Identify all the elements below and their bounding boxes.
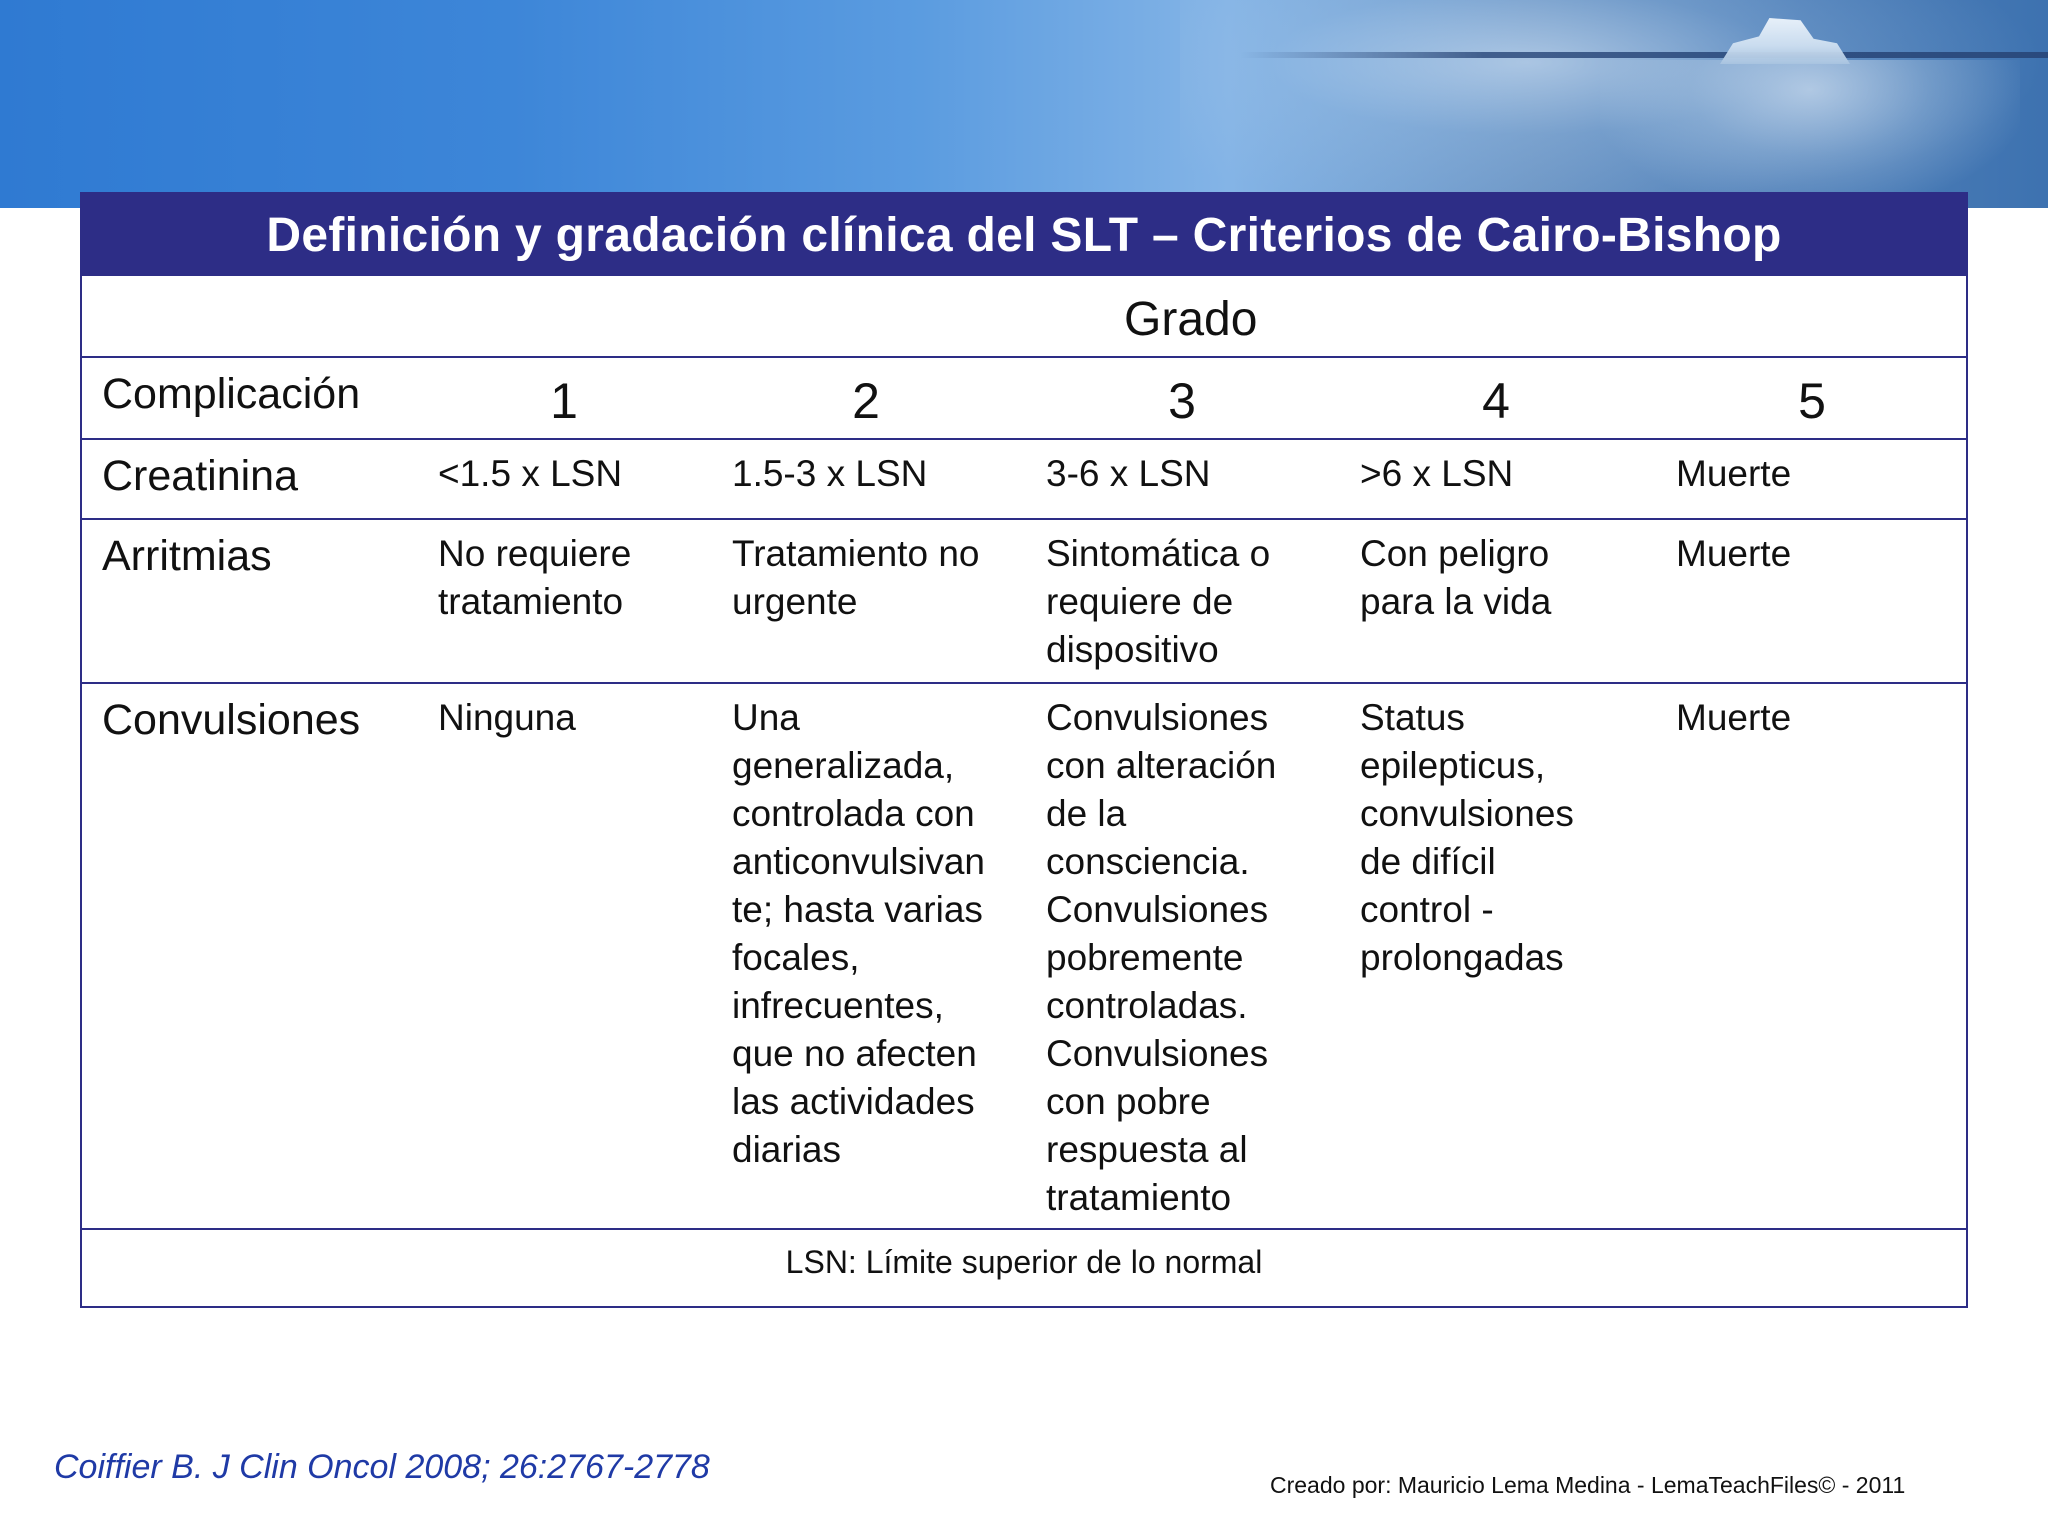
row-divider (82, 356, 1966, 358)
cell-line: controladas. (1046, 985, 1248, 1026)
cell-line: respuesta al (1046, 1129, 1248, 1170)
cell-line: las actividades (732, 1081, 975, 1122)
cell-line: requiere de (1046, 581, 1234, 622)
row-divider (82, 438, 1966, 440)
cell-line: Con peligro (1360, 533, 1550, 574)
cell-line: Muerte (1676, 533, 1792, 574)
cell-line: controlada con (732, 793, 975, 834)
cell-line: urgente (732, 581, 858, 622)
cell-line: Status (1360, 697, 1465, 738)
row-divider (82, 518, 1966, 520)
cell-line: consciencia. (1046, 841, 1250, 882)
grade-2-header: 2 (852, 373, 880, 429)
cell-line: focales, (732, 937, 860, 978)
arritmias-grade-4 (1360, 530, 1660, 626)
citation-reference: Coiffier B. J Clin Oncol 2008; 26:2767-2778 (54, 1448, 710, 1486)
cell-line: prolongadas (1360, 937, 1564, 978)
grade-3-header: 3 (1168, 373, 1196, 429)
convulsiones-grade-4 (1360, 694, 1660, 982)
cell-line: Sintomática o (1046, 533, 1271, 574)
cell-line: No requiere (438, 533, 632, 574)
arritmias-grade-2 (732, 530, 1032, 626)
cell-line: con pobre (1046, 1081, 1211, 1122)
cell-line: Tratamiento no (732, 533, 980, 574)
row-label-creatinina: Creatinina (102, 452, 298, 500)
cell-line: infrecuentes, (732, 985, 944, 1026)
cell-line: epilepticus, (1360, 745, 1546, 786)
cell-line: con alteración (1046, 745, 1277, 786)
cell-line: Convulsiones (1046, 697, 1269, 738)
cell-line: de difícil (1360, 841, 1496, 882)
cell-line: Convulsiones (1046, 889, 1269, 930)
complicacion-header: Complicación (102, 370, 361, 418)
header-banner (0, 0, 2048, 208)
creatinina-grade-1: <1.5 x LSN (438, 453, 623, 494)
cell-line: para la vida (1360, 581, 1552, 622)
convulsiones-grade-5 (1676, 694, 1976, 742)
cell-line: te; hasta varias (732, 889, 983, 930)
arritmias-grade-5 (1676, 530, 1976, 578)
row-divider (82, 1228, 1966, 1230)
row-label-convulsiones: Convulsiones (102, 696, 361, 744)
arritmias-grade-3 (1046, 530, 1346, 674)
banner-horizon-line (1240, 52, 2048, 58)
convulsiones-grade-2 (732, 694, 1032, 1174)
creatinina-grade-2: 1.5-3 x LSN (732, 453, 928, 494)
cell-line: control - (1360, 889, 1494, 930)
convulsiones-grade-3 (1046, 694, 1346, 1222)
table-footnote: LSN: Límite superior de lo normal (785, 1244, 1263, 1280)
creatinina-grade-4: >6 x LSN (1360, 453, 1514, 494)
cell-line: generalizada, (732, 745, 955, 786)
cell-line: pobremente (1046, 937, 1244, 978)
row-label-arritmias: Arritmias (102, 532, 272, 580)
creatinina-grade-5: Muerte (1676, 453, 1792, 494)
grado-header: Grado (1124, 293, 1258, 346)
iceberg-underwater-image (1600, 60, 2020, 208)
convulsiones-grade-1 (438, 694, 738, 742)
grade-4-header: 4 (1482, 373, 1510, 429)
cell-line: Ninguna (438, 697, 576, 738)
author-credit: Creado por: Mauricio Lema Medina - LemaTeachFiles© - 2011 (1270, 1472, 1906, 1498)
row-divider (82, 682, 1966, 684)
table-title: Definición y gradación clínica del SLT – Criterios de Cairo-Bishop (82, 194, 1966, 276)
grade-1-header: 1 (550, 373, 578, 429)
arritmias-grade-1 (438, 530, 738, 626)
cell-line: tratamiento (1046, 1177, 1232, 1218)
cell-line: diarias (732, 1129, 841, 1170)
cell-line: anticonvulsivan (732, 841, 985, 882)
criteria-table (80, 192, 1968, 1308)
cell-line: que no afecten (732, 1033, 977, 1074)
grade-5-header: 5 (1798, 373, 1826, 429)
cell-line: dispositivo (1046, 629, 1219, 670)
cell-line: Una (732, 697, 800, 738)
cell-line: tratamiento (438, 581, 624, 622)
creatinina-grade-3: 3-6 x LSN (1046, 453, 1211, 494)
cell-line: Convulsiones (1046, 1033, 1269, 1074)
cell-line: convulsiones (1360, 793, 1574, 834)
cell-line: Muerte (1676, 697, 1792, 738)
cell-line: de la (1046, 793, 1127, 834)
